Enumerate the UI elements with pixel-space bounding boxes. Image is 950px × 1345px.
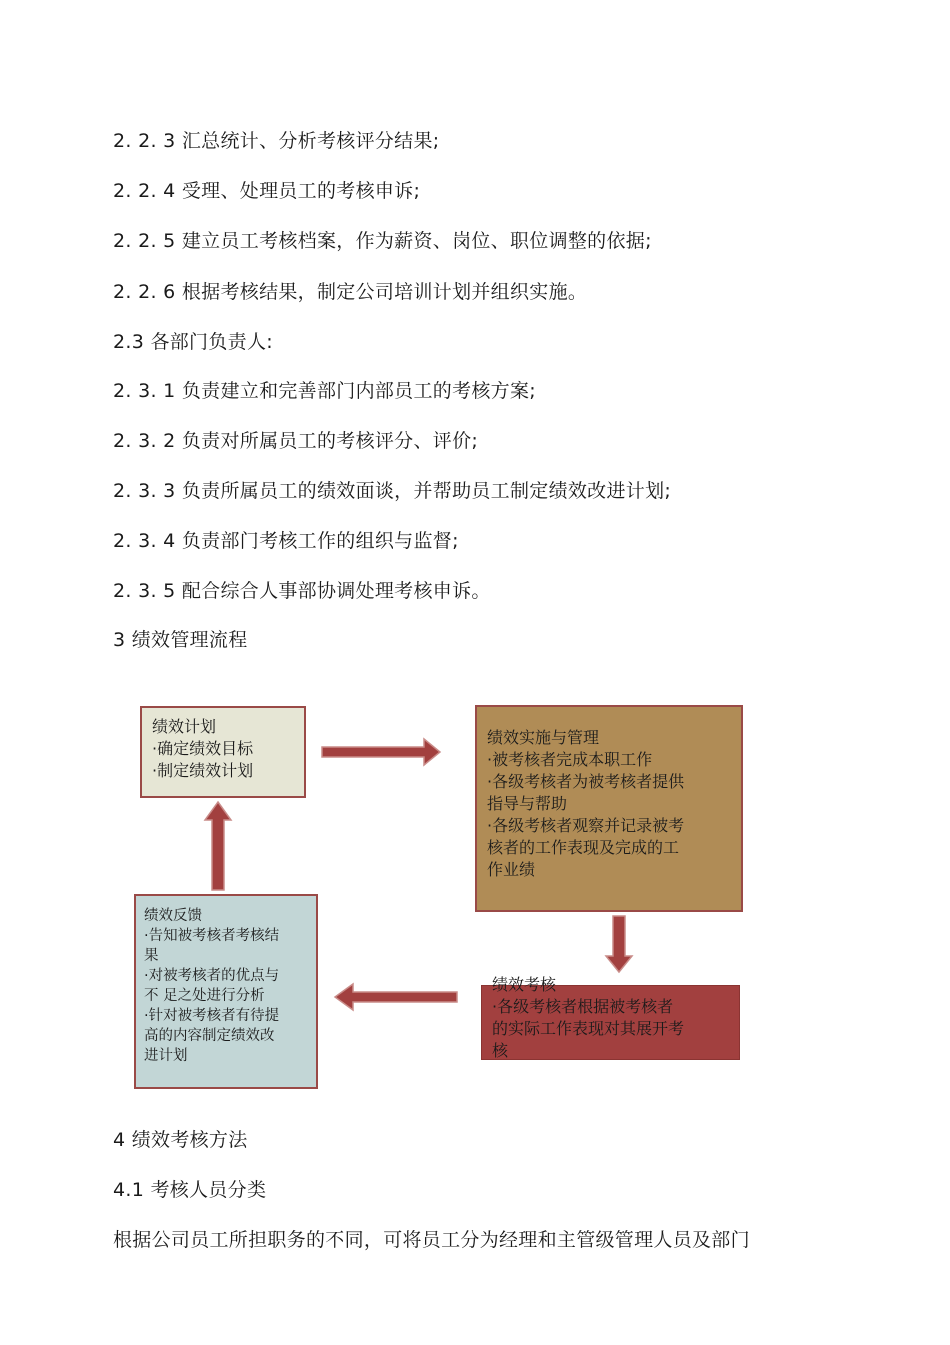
feedback-item: 高的内容制定绩效改	[144, 1028, 275, 1044]
plan-box	[140, 706, 306, 798]
clause-2-2-3: 2. 2. 3 汇总统计、分析考核评分结果;	[113, 130, 440, 152]
implementation-item: ·各级考核者观察并记录被考	[487, 816, 685, 835]
plan-title: 绩效计划	[152, 717, 217, 736]
body-paragraph: 根据公司员工所担职务的不同，可将员工分为经理和主管级管理人员及部门	[113, 1229, 750, 1251]
assessment-item: ·各级考核者根据被考核者	[492, 997, 674, 1016]
implementation-item: ·各级考核者为被考核者提供	[487, 772, 685, 791]
arrow-left-icon	[333, 982, 459, 1012]
arrow-down-icon	[604, 914, 634, 974]
assessment-title: 绩效考核	[492, 975, 557, 994]
clause-2-2-4: 2. 2. 4 受理、处理员工的考核申诉;	[113, 180, 421, 202]
plan-item: ·确定绩效目标	[152, 739, 254, 758]
implementation-item: ·被考核者完成本职工作	[487, 750, 653, 769]
implementation-item: 核者的工作表现及完成的工	[487, 838, 680, 857]
assessment-box	[492, 974, 732, 1062]
assessment-item: 的实际工作表现对其展开考	[492, 1019, 685, 1038]
feedback-item: 果	[144, 948, 159, 964]
feedback-item: ·对被考核者的优点与	[144, 968, 280, 984]
arrow-right-icon	[320, 737, 442, 767]
feedback-item: 不 足之处进行分析	[144, 988, 265, 1004]
implementation-title: 绩效实施与管理	[487, 728, 600, 747]
heading-4: 4 绩效考核方法	[113, 1129, 248, 1151]
feedback-box	[134, 894, 318, 1089]
clause-2-2-5: 2. 2. 5 建立员工考核档案，作为薪资、岗位、职位调整的依据;	[113, 230, 652, 252]
clause-2-2-6: 2. 2. 6 根据考核结果，制定公司培训计划并组织实施。	[113, 281, 588, 303]
heading-3: 3 绩效管理流程	[113, 629, 248, 651]
arrow-up-icon	[203, 800, 233, 892]
assessment-item: 核	[492, 1041, 509, 1060]
implementation-box	[475, 705, 743, 912]
clause-2-3-1: 2. 3. 1 负责建立和完善部门内部员工的考核方案;	[113, 380, 536, 402]
heading-4-1: 4.1 考核人员分类	[113, 1179, 267, 1201]
feedback-item: ·告知被考核者考核结	[144, 928, 280, 944]
heading-2-3: 2.3 各部门负责人:	[113, 331, 273, 353]
clause-2-3-5: 2. 3. 5 配合综合人事部协调处理考核申诉。	[113, 580, 491, 602]
feedback-item: ·针对被考核者有待提	[144, 1008, 280, 1024]
plan-item: ·制定绩效计划	[152, 761, 254, 780]
clause-2-3-3: 2. 3. 3 负责所属员工的绩效面谈，并帮助员工制定绩效改进计划;	[113, 480, 672, 502]
implementation-item: 作业绩	[487, 860, 536, 879]
clause-2-3-2: 2. 3. 2 负责对所属员工的考核评分、评价;	[113, 430, 479, 452]
feedback-item: 进计划	[144, 1048, 188, 1064]
feedback-title: 绩效反馈	[144, 908, 202, 924]
implementation-item: 指导与帮助	[487, 794, 568, 813]
clause-2-3-4: 2. 3. 4 负责部门考核工作的组织与监督;	[113, 530, 459, 552]
